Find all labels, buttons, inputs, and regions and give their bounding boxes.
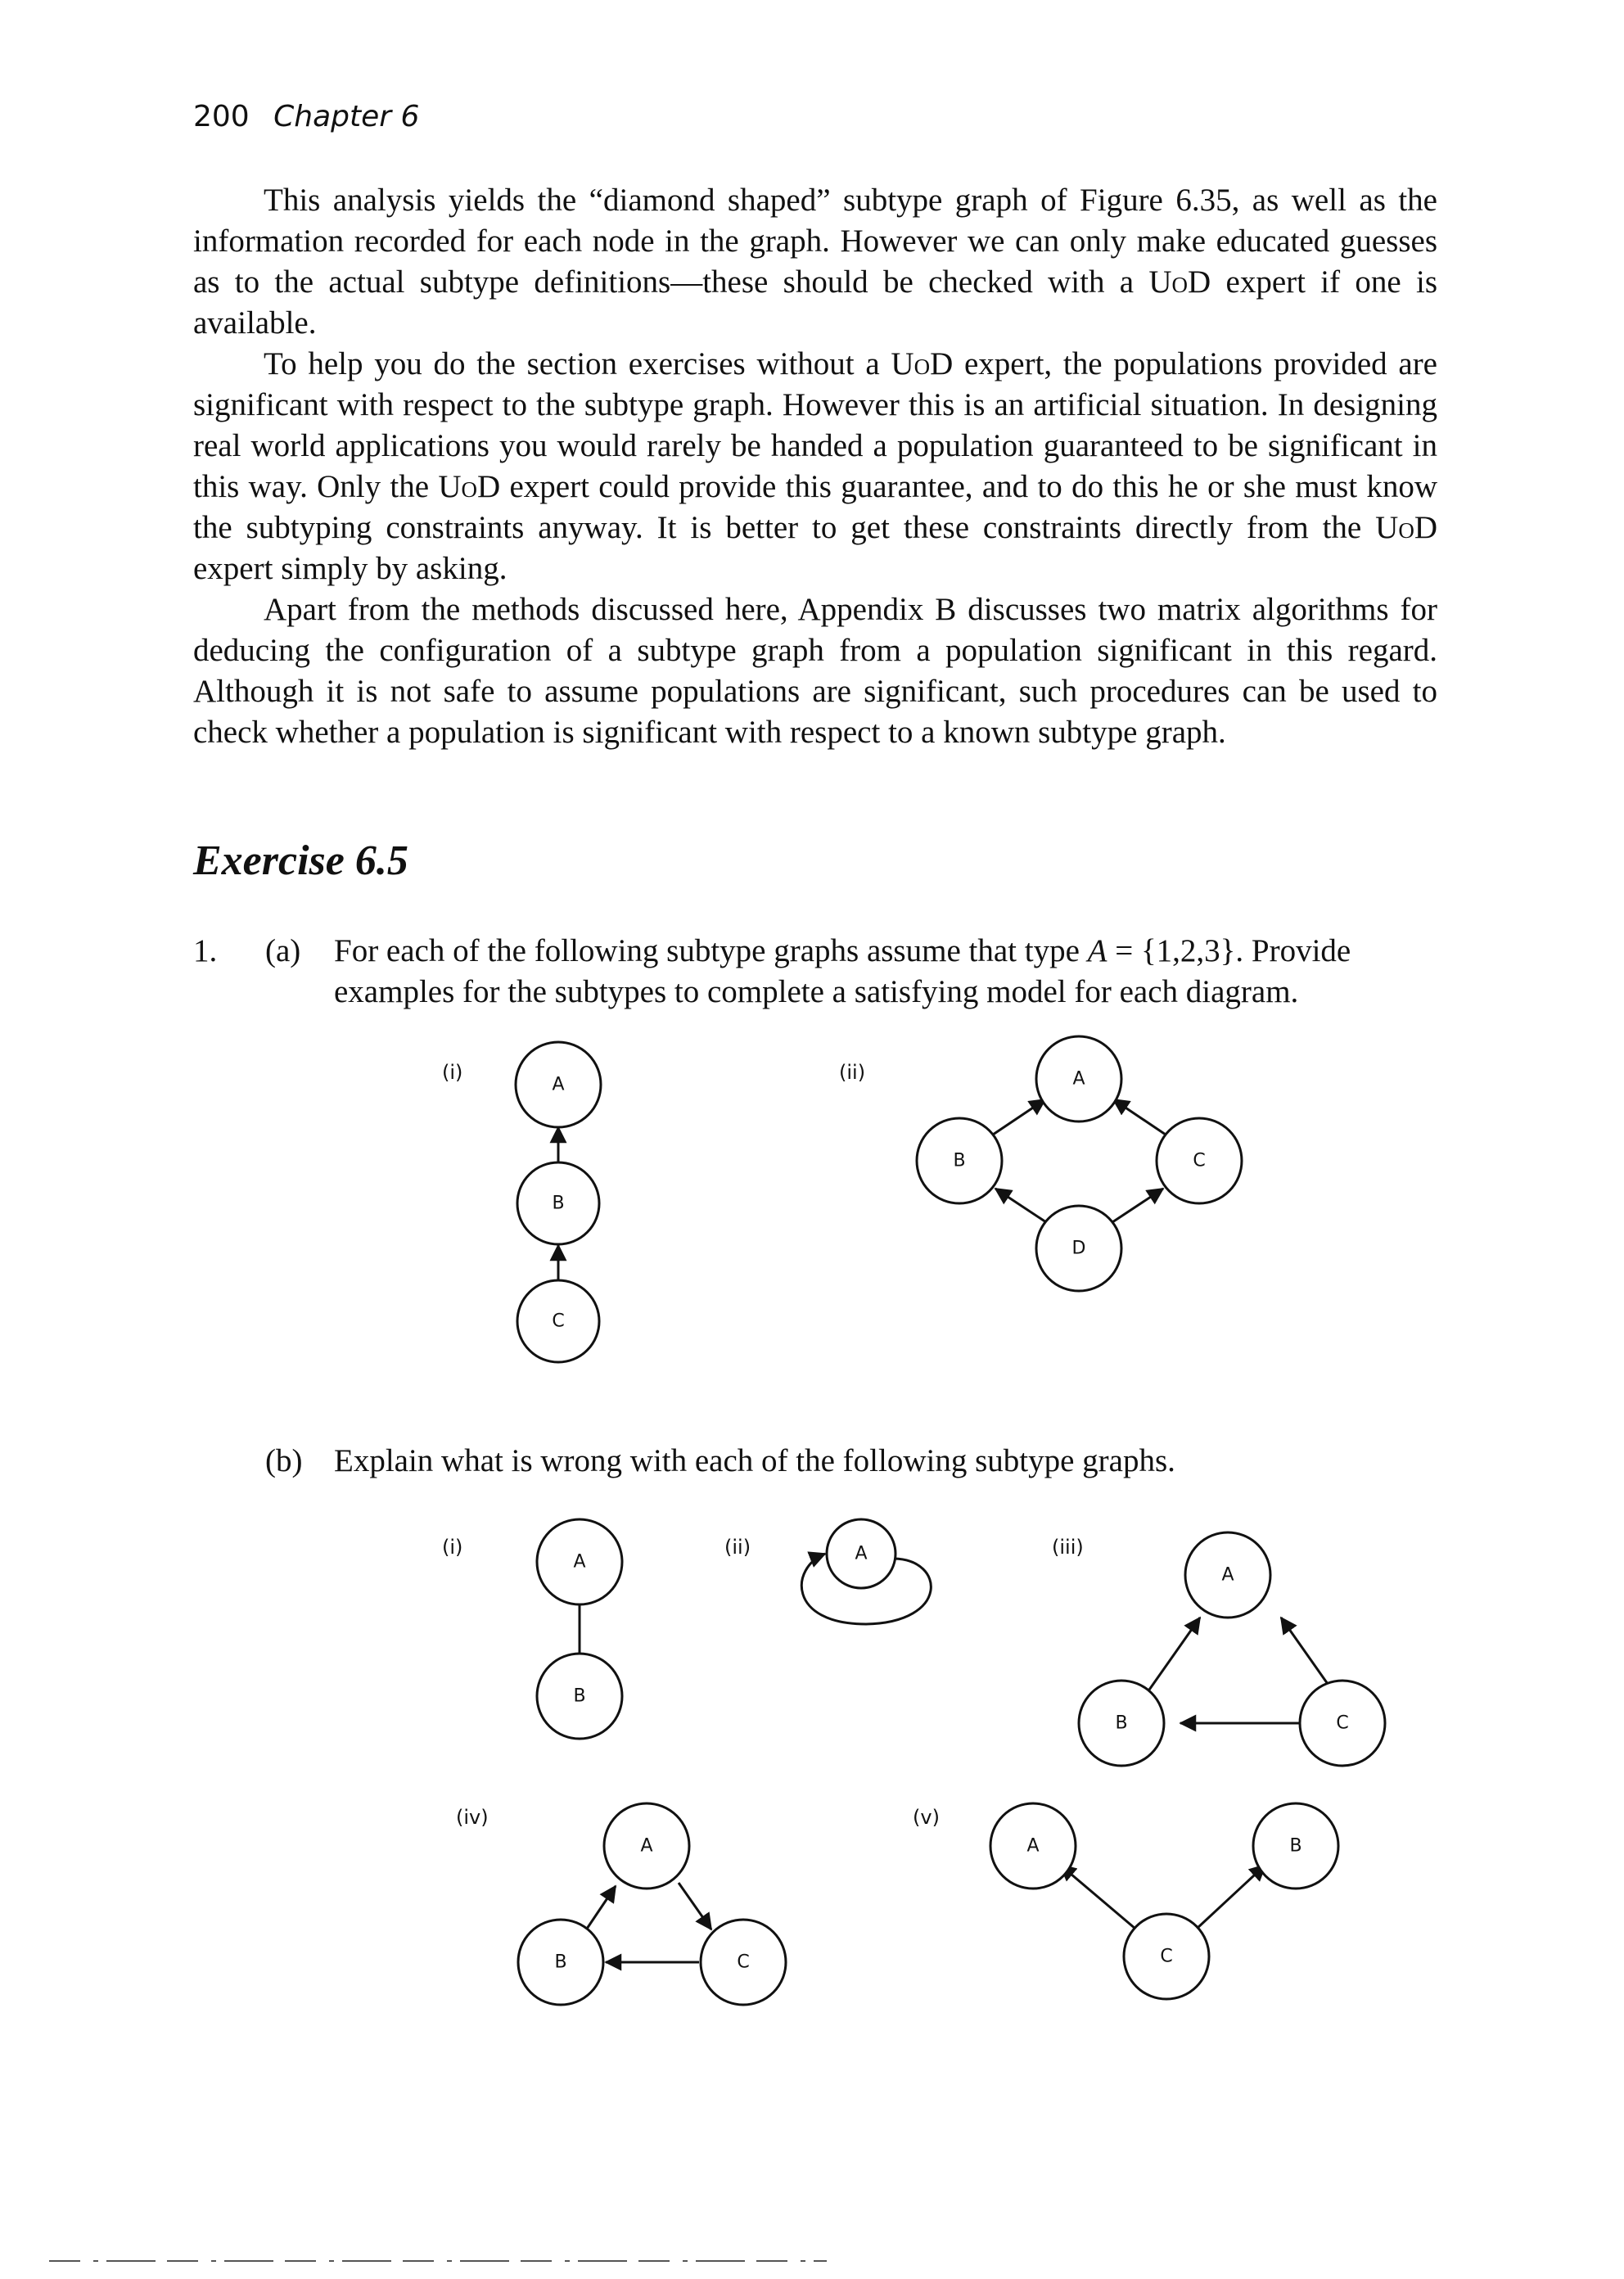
svg-text:C: C (737, 1952, 750, 1973)
question-number: 1. (193, 933, 218, 968)
paragraph-2: To help you do the section exercises without a UoD expert, the populations provided are significant with respect to the subtype graph. However this is an artificial situation. In designing real world applications you would rarely be handed a population guaranteed to be significant in this way. Only the UoD expert could provide this guarantee, and to do this he or she must know the subtyping constraints anyway. It is better to get these constraints directly from the UoD expert simply by asking. (193, 346, 1437, 586)
node-b (917, 1118, 1002, 1203)
svg-text:D: D (1071, 1238, 1086, 1259)
node-b (1079, 1681, 1164, 1766)
node-c (517, 1280, 599, 1362)
node-d (1036, 1206, 1121, 1291)
diagram-a-i (442, 1042, 601, 1362)
svg-text:B: B (552, 1193, 565, 1214)
node-b (1253, 1803, 1338, 1889)
svg-text:A: A (1072, 1068, 1085, 1090)
node-a (1036, 1036, 1121, 1121)
edge-d-to-b (995, 1189, 1046, 1222)
part-b-text: Explain what is wrong with each of the following subtype graphs. (334, 1443, 1175, 1478)
diagram-b-iii-label: (iii) (1052, 1536, 1084, 1559)
diagram-a-ii-label: (ii) (839, 1061, 866, 1084)
paragraph-1: This analysis yields the “diamond shaped” subtype graph of Figure 6.35, as well as the information recorded for each node in the graph. However we can only make educated guesses as to the actual subtype definitions—these should be checked with a UoD expert if one is available. (193, 183, 1437, 341)
node-a (990, 1803, 1076, 1889)
diagram-b-ii (724, 1519, 931, 1624)
node-b (517, 1162, 599, 1244)
diagram-b-v (913, 1803, 1338, 1999)
svg-text:B: B (554, 1952, 567, 1973)
svg-text:A: A (1221, 1564, 1234, 1586)
chapter-title: Chapter 6 (273, 100, 420, 133)
diagram-b-i (442, 1519, 622, 1739)
edge-c-to-b (1197, 1865, 1265, 1929)
svg-text:B: B (573, 1686, 586, 1707)
node-c (1300, 1681, 1385, 1766)
svg-text:B: B (1115, 1713, 1128, 1734)
diagram-b-i-label: (i) (442, 1536, 463, 1559)
paragraph-3: Apart from the methods discussed here, Appendix B discusses two matrix algorithms for deducing the configuration of a subtype graph from a population significant in this regard. Although it is not safe to assume populations are significant, such procedures can be used to check whether a population is significant with respect to a known subtype graph. (193, 592, 1437, 750)
edge-c-to-a (1113, 1099, 1166, 1135)
svg-text:C: C (1193, 1150, 1206, 1171)
svg-text:B: B (1289, 1835, 1302, 1857)
edge-d-to-c (1112, 1189, 1163, 1222)
svg-text:A: A (640, 1835, 653, 1857)
edge-b-to-a (1148, 1618, 1200, 1692)
node-a (827, 1519, 895, 1588)
node-a (1185, 1532, 1270, 1618)
part-b-label: (b) (265, 1443, 303, 1478)
svg-text:A: A (855, 1543, 868, 1564)
node-a (604, 1803, 689, 1889)
edge-a-to-c (679, 1883, 711, 1929)
page-number: 200 (193, 100, 250, 133)
diagram-a-i-label: (i) (442, 1061, 463, 1084)
node-c (1124, 1914, 1209, 1999)
svg-text:A: A (1026, 1835, 1040, 1857)
svg-text:C: C (1336, 1713, 1349, 1734)
edge-c-to-a (1281, 1618, 1333, 1692)
diagram-b-v-label: (v) (913, 1806, 940, 1829)
part-a-label: (a) (265, 933, 301, 968)
svg-text:A: A (552, 1074, 565, 1095)
svg-text:C: C (1160, 1946, 1173, 1967)
diagram-b-iv (456, 1803, 786, 2005)
node-c (1157, 1118, 1242, 1203)
edge-b-to-a (993, 1099, 1045, 1135)
edge-b-to-a (585, 1886, 616, 1931)
svg-text:A: A (573, 1551, 586, 1573)
diagram-a-ii (839, 1036, 1242, 1291)
node-b (537, 1654, 622, 1739)
diagram-b-iv-label: (iv) (456, 1806, 489, 1829)
diagram-b-iii (1052, 1532, 1385, 1766)
exercise-heading: Exercise 6.5 (193, 837, 408, 884)
node-a (516, 1042, 601, 1127)
edge-c-to-a (1060, 1865, 1135, 1929)
node-b (518, 1920, 603, 2005)
node-a (537, 1519, 622, 1604)
svg-text:C: C (552, 1311, 565, 1332)
part-a-text: For each of the following subtype graphs assume that type A = {1,2,3}. Provide examples for the subtypes to complete a satisfying model for each diagram. (334, 933, 1351, 1009)
svg-text:B: B (953, 1150, 966, 1171)
node-c (701, 1920, 786, 2005)
diagram-b-ii-label: (ii) (724, 1536, 751, 1559)
